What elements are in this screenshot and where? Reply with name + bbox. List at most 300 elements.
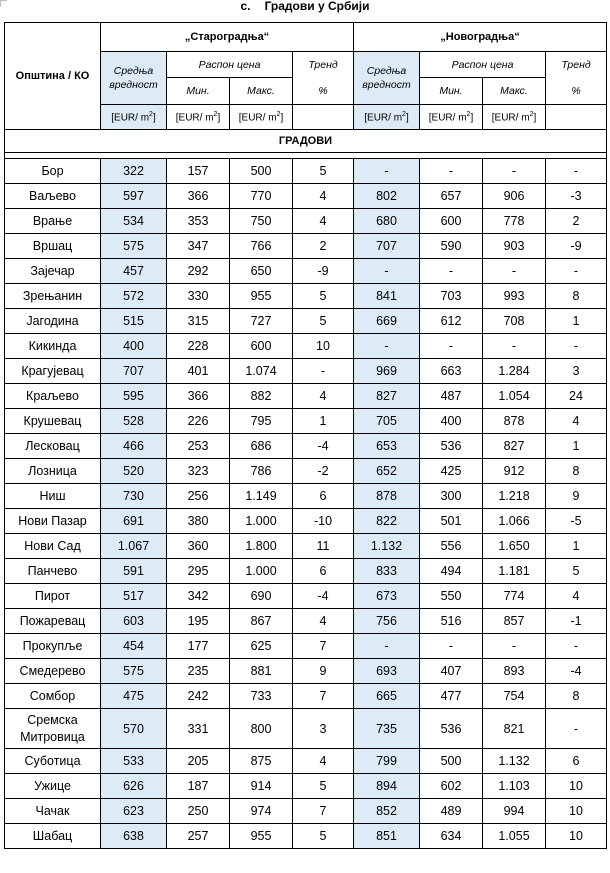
table-row xyxy=(5,709,607,749)
old-min-cell: 256 xyxy=(167,484,230,509)
old-min-cell: 315 xyxy=(167,309,230,334)
new-max-cell: 857 xyxy=(483,609,546,634)
unit-label: [EUR/ $m^2$] xyxy=(101,105,167,130)
old-trend-cell: 5 xyxy=(293,284,354,309)
old-avg-cell: 517 xyxy=(101,584,167,609)
table-row xyxy=(5,259,607,284)
old-avg-header-line1: Средња xyxy=(113,65,154,77)
new-min-cell: 663 xyxy=(420,359,483,384)
new-min-cell: 703 xyxy=(420,284,483,309)
new-min-cell: - xyxy=(420,634,483,659)
new-min-cell: - xyxy=(420,259,483,284)
old-trend-cell: 4 xyxy=(293,749,354,774)
old-avg-header xyxy=(101,52,167,105)
old-trend-cell: 4 xyxy=(293,609,354,634)
new-max-cell: 1.055 xyxy=(483,824,546,849)
old-avg-cell: 533 xyxy=(101,749,167,774)
city-name-cell: Сомбор xyxy=(5,684,101,709)
old-min-cell: 205 xyxy=(167,749,230,774)
old-max-cell: 786 xyxy=(230,459,293,484)
old-trend-header xyxy=(293,52,354,105)
old-avg-cell: 595 xyxy=(101,384,167,409)
old-construction-header: „Староградња“ xyxy=(101,23,354,52)
new-avg-header-line2: вредност xyxy=(362,79,411,91)
new-avg-cell: 673 xyxy=(354,584,420,609)
new-max-cell: 906 xyxy=(483,184,546,209)
city-name-cell: Бор xyxy=(5,159,101,184)
old-avg-cell: 691 xyxy=(101,509,167,534)
new-trend-cell: 1 xyxy=(546,534,607,559)
new-trend-cell: -3 xyxy=(546,184,607,209)
old-max-cell: 770 xyxy=(230,184,293,209)
new-trend-cell: - xyxy=(546,259,607,284)
table-row xyxy=(5,334,607,359)
new-avg-cell: 680 xyxy=(354,209,420,234)
old-avg-cell: 603 xyxy=(101,609,167,634)
old-min-cell: 195 xyxy=(167,609,230,634)
city-name-cell: Ваљево xyxy=(5,184,101,209)
old-max-cell: 800 xyxy=(230,709,293,749)
old-max-cell: 875 xyxy=(230,749,293,774)
new-max-cell: 893 xyxy=(483,659,546,684)
old-max-cell: 625 xyxy=(230,634,293,659)
new-max-cell: 754 xyxy=(483,684,546,709)
old-trend-cell: 5 xyxy=(293,774,354,799)
municipality-header: Општина / КО xyxy=(5,23,101,130)
new-min-cell: 612 xyxy=(420,309,483,334)
new-trend-cell: -1 xyxy=(546,609,607,634)
new-avg-cell: - xyxy=(354,259,420,284)
old-trend-cell: 4 xyxy=(293,209,354,234)
old-range-header: Распон цена xyxy=(167,52,293,78)
old-trend-cell: - xyxy=(293,359,354,384)
old-avg-cell: 638 xyxy=(101,824,167,849)
old-max-cell: 955 xyxy=(230,824,293,849)
old-avg-cell: 623 xyxy=(101,799,167,824)
new-trend-cell: 10 xyxy=(546,824,607,849)
new-trend-cell: - xyxy=(546,634,607,659)
city-name-cell: Лозница xyxy=(5,459,101,484)
new-avg-cell: - xyxy=(354,634,420,659)
new-min-cell: 425 xyxy=(420,459,483,484)
old-trend-cell: 7 xyxy=(293,799,354,824)
table-row xyxy=(5,434,607,459)
old-min-cell: 347 xyxy=(167,234,230,259)
new-avg-cell: 705 xyxy=(354,409,420,434)
new-max-cell: - xyxy=(483,259,546,284)
old-avg-header-line2: вредност xyxy=(109,79,158,91)
new-min-header: Мин. xyxy=(420,78,483,105)
table-row xyxy=(5,824,607,849)
old-trend-label: Тренд xyxy=(308,59,338,71)
old-avg-cell: 1.067 xyxy=(101,534,167,559)
new-max-cell: 778 xyxy=(483,209,546,234)
new-max-cell: 1.181 xyxy=(483,559,546,584)
old-trend-cell: 6 xyxy=(293,484,354,509)
old-avg-cell: 575 xyxy=(101,659,167,684)
unit-label: [EUR/ $m^2$] xyxy=(167,105,230,130)
unit-label: [EUR/ $m^2$] xyxy=(354,105,420,130)
new-min-cell: 550 xyxy=(420,584,483,609)
old-max-cell: 882 xyxy=(230,384,293,409)
section-title: Градови у Србији xyxy=(264,0,370,13)
new-max-cell: 1.218 xyxy=(483,484,546,509)
city-name-cell: Нови Пазар xyxy=(5,509,101,534)
new-trend-cell: 10 xyxy=(546,799,607,824)
city-name-cell: Краљево xyxy=(5,384,101,409)
city-name-cell: Чачак xyxy=(5,799,101,824)
new-trend-cell: 8 xyxy=(546,284,607,309)
old-min-cell: 226 xyxy=(167,409,230,434)
old-min-cell: 401 xyxy=(167,359,230,384)
new-max-cell: 912 xyxy=(483,459,546,484)
old-max-cell: 955 xyxy=(230,284,293,309)
city-name-cell: Смедерево xyxy=(5,659,101,684)
new-min-cell: - xyxy=(420,334,483,359)
city-name-cell: Крушевац xyxy=(5,409,101,434)
section-number: c. xyxy=(240,0,251,13)
new-avg-cell: 827 xyxy=(354,384,420,409)
old-max-cell: 914 xyxy=(230,774,293,799)
city-name-cell: Ниш xyxy=(5,484,101,509)
city-name-cell: Нови Сад xyxy=(5,534,101,559)
old-trend-cell: -4 xyxy=(293,434,354,459)
new-avg-cell: 969 xyxy=(354,359,420,384)
table-row xyxy=(5,799,607,824)
new-trend-cell: 4 xyxy=(546,584,607,609)
old-trend-cell: 6 xyxy=(293,559,354,584)
new-max-cell: - xyxy=(483,159,546,184)
table-row xyxy=(5,159,607,184)
old-min-cell: 360 xyxy=(167,534,230,559)
price-table xyxy=(4,22,607,849)
table-row xyxy=(5,184,607,209)
old-max-cell: 500 xyxy=(230,159,293,184)
new-min-cell: 400 xyxy=(420,409,483,434)
unit-label-empty xyxy=(546,105,607,130)
new-avg-cell: 653 xyxy=(354,434,420,459)
city-name-cell: Прокупље xyxy=(5,634,101,659)
new-min-cell: 516 xyxy=(420,609,483,634)
old-max-cell: 881 xyxy=(230,659,293,684)
city-name-cell: Лесковац xyxy=(5,434,101,459)
new-avg-cell: 851 xyxy=(354,824,420,849)
new-trend-cell: 9 xyxy=(546,484,607,509)
city-name-cell: Сремска Митровица xyxy=(5,709,101,749)
old-trend-cell: -10 xyxy=(293,509,354,534)
city-name-cell: Шабац xyxy=(5,824,101,849)
new-min-cell: 501 xyxy=(420,509,483,534)
old-avg-cell: 575 xyxy=(101,234,167,259)
old-max-cell: 686 xyxy=(230,434,293,459)
table-row xyxy=(5,584,607,609)
old-max-cell: 795 xyxy=(230,409,293,434)
new-trend-cell: 2 xyxy=(546,209,607,234)
unit-label-empty xyxy=(293,105,354,130)
old-avg-cell: 457 xyxy=(101,259,167,284)
city-name-cell: Зајечар xyxy=(5,259,101,284)
new-trend-cell: - xyxy=(546,334,607,359)
old-max-header: Макс. xyxy=(230,78,293,105)
old-min-cell: 228 xyxy=(167,334,230,359)
table-row xyxy=(5,409,607,434)
new-max-cell: 1.103 xyxy=(483,774,546,799)
new-min-cell: 536 xyxy=(420,709,483,749)
new-avg-header xyxy=(354,52,420,105)
new-max-cell: 1.284 xyxy=(483,359,546,384)
old-min-cell: 187 xyxy=(167,774,230,799)
city-name-cell: Ужице xyxy=(5,774,101,799)
old-avg-cell: 520 xyxy=(101,459,167,484)
old-min-cell: 292 xyxy=(167,259,230,284)
old-trend-cell: 3 xyxy=(293,709,354,749)
new-trend-cell: 4 xyxy=(546,409,607,434)
table-row xyxy=(5,284,607,309)
new-avg-cell: - xyxy=(354,159,420,184)
new-max-cell: 774 xyxy=(483,584,546,609)
old-max-cell: 1.000 xyxy=(230,509,293,534)
new-min-cell: 657 xyxy=(420,184,483,209)
table-row xyxy=(5,774,607,799)
new-avg-cell: 841 xyxy=(354,284,420,309)
new-max-cell: 994 xyxy=(483,799,546,824)
old-trend-cell: 7 xyxy=(293,634,354,659)
new-trend-cell: -4 xyxy=(546,659,607,684)
old-trend-cell: 5 xyxy=(293,159,354,184)
new-trend-unit: % xyxy=(571,85,581,97)
old-avg-cell: 591 xyxy=(101,559,167,584)
new-avg-cell: 799 xyxy=(354,749,420,774)
old-min-cell: 380 xyxy=(167,509,230,534)
new-trend-cell: - xyxy=(546,159,607,184)
old-min-cell: 366 xyxy=(167,184,230,209)
new-avg-cell: 665 xyxy=(354,684,420,709)
old-min-cell: 366 xyxy=(167,384,230,409)
new-avg-cell: 707 xyxy=(354,234,420,259)
old-min-cell: 253 xyxy=(167,434,230,459)
old-avg-cell: 730 xyxy=(101,484,167,509)
new-avg-cell: 1.132 xyxy=(354,534,420,559)
new-max-cell: 903 xyxy=(483,234,546,259)
old-avg-cell: 322 xyxy=(101,159,167,184)
old-avg-cell: 475 xyxy=(101,684,167,709)
new-min-cell: 500 xyxy=(420,749,483,774)
new-avg-cell: 878 xyxy=(354,484,420,509)
old-max-cell: 727 xyxy=(230,309,293,334)
table-row xyxy=(5,749,607,774)
old-avg-cell: 400 xyxy=(101,334,167,359)
old-min-cell: 342 xyxy=(167,584,230,609)
old-trend-cell: 1 xyxy=(293,409,354,434)
old-avg-cell: 454 xyxy=(101,634,167,659)
new-trend-header xyxy=(546,52,607,105)
old-min-cell: 235 xyxy=(167,659,230,684)
old-min-cell: 157 xyxy=(167,159,230,184)
table-row xyxy=(5,309,607,334)
section-row-cities: ГРАДОВИ xyxy=(5,130,607,153)
new-avg-cell: 822 xyxy=(354,509,420,534)
old-trend-cell: 4 xyxy=(293,384,354,409)
new-min-cell: 494 xyxy=(420,559,483,584)
city-name-cell: Суботица xyxy=(5,749,101,774)
new-avg-cell: 802 xyxy=(354,184,420,209)
table-row xyxy=(5,534,607,559)
new-trend-cell: 24 xyxy=(546,384,607,409)
new-construction-header: „Новоградња“ xyxy=(354,23,607,52)
old-max-cell: 1.000 xyxy=(230,559,293,584)
new-min-cell: - xyxy=(420,159,483,184)
old-avg-cell: 528 xyxy=(101,409,167,434)
table-row xyxy=(5,209,607,234)
new-min-cell: 489 xyxy=(420,799,483,824)
old-trend-cell: 9 xyxy=(293,659,354,684)
unit-label: [EUR/ $m^2$] xyxy=(230,105,293,130)
old-trend-cell: 4 xyxy=(293,184,354,209)
section-heading xyxy=(0,0,610,14)
new-min-cell: 536 xyxy=(420,434,483,459)
old-trend-cell: 11 xyxy=(293,534,354,559)
old-max-cell: 867 xyxy=(230,609,293,634)
new-trend-cell: -9 xyxy=(546,234,607,259)
old-max-cell: 974 xyxy=(230,799,293,824)
new-avg-cell: 894 xyxy=(354,774,420,799)
new-max-cell: - xyxy=(483,334,546,359)
old-max-cell: 650 xyxy=(230,259,293,284)
city-name-cell: Панчево xyxy=(5,559,101,584)
new-max-cell: 1.132 xyxy=(483,749,546,774)
table-row xyxy=(5,484,607,509)
old-trend-cell: 5 xyxy=(293,824,354,849)
table-row xyxy=(5,359,607,384)
new-avg-cell: 693 xyxy=(354,659,420,684)
table-row xyxy=(5,659,607,684)
unit-label: [EUR/ $m^2$] xyxy=(483,105,546,130)
new-min-cell: 602 xyxy=(420,774,483,799)
new-max-cell: 1.650 xyxy=(483,534,546,559)
old-trend-cell: -9 xyxy=(293,259,354,284)
new-max-header: Макс. xyxy=(483,78,546,105)
new-min-cell: 477 xyxy=(420,684,483,709)
new-max-cell: 993 xyxy=(483,284,546,309)
table-row xyxy=(5,634,607,659)
old-min-header: Мин. xyxy=(167,78,230,105)
old-avg-cell: 707 xyxy=(101,359,167,384)
city-name-cell: Зрењанин xyxy=(5,284,101,309)
new-max-cell: 821 xyxy=(483,709,546,749)
new-max-cell: - xyxy=(483,634,546,659)
old-trend-unit: % xyxy=(318,85,328,97)
old-avg-cell: 572 xyxy=(101,284,167,309)
new-avg-cell: 735 xyxy=(354,709,420,749)
old-max-cell: 1.800 xyxy=(230,534,293,559)
old-min-cell: 177 xyxy=(167,634,230,659)
city-name-cell: Вршац xyxy=(5,234,101,259)
old-min-cell: 257 xyxy=(167,824,230,849)
new-max-cell: 708 xyxy=(483,309,546,334)
table-row xyxy=(5,234,607,259)
old-max-cell: 1.149 xyxy=(230,484,293,509)
old-avg-cell: 570 xyxy=(101,709,167,749)
old-max-cell: 750 xyxy=(230,209,293,234)
old-max-cell: 1.074 xyxy=(230,359,293,384)
city-name-cell: Пожаревац xyxy=(5,609,101,634)
city-name-cell: Јагодина xyxy=(5,309,101,334)
old-max-cell: 600 xyxy=(230,334,293,359)
unit-label: [EUR/ $m^2$] xyxy=(420,105,483,130)
new-min-cell: 600 xyxy=(420,209,483,234)
new-min-cell: 590 xyxy=(420,234,483,259)
new-avg-cell: 652 xyxy=(354,459,420,484)
new-trend-cell: 1 xyxy=(546,309,607,334)
old-avg-cell: 597 xyxy=(101,184,167,209)
table-row xyxy=(5,684,607,709)
old-max-cell: 733 xyxy=(230,684,293,709)
new-min-cell: 407 xyxy=(420,659,483,684)
new-trend-cell: 10 xyxy=(546,774,607,799)
new-max-cell: 1.054 xyxy=(483,384,546,409)
old-avg-cell: 466 xyxy=(101,434,167,459)
new-min-cell: 556 xyxy=(420,534,483,559)
new-trend-label: Тренд xyxy=(561,59,591,71)
new-avg-cell: 756 xyxy=(354,609,420,634)
table-row xyxy=(5,559,607,584)
old-min-cell: 242 xyxy=(167,684,230,709)
new-max-cell: 1.066 xyxy=(483,509,546,534)
old-trend-cell: 5 xyxy=(293,309,354,334)
table-row xyxy=(5,384,607,409)
old-min-cell: 250 xyxy=(167,799,230,824)
old-avg-cell: 515 xyxy=(101,309,167,334)
new-min-cell: 634 xyxy=(420,824,483,849)
new-avg-cell: 833 xyxy=(354,559,420,584)
table-row xyxy=(5,609,607,634)
new-avg-header-line1: Средња xyxy=(366,65,407,77)
city-name-cell: Врање xyxy=(5,209,101,234)
new-trend-cell: - xyxy=(546,709,607,749)
old-min-cell: 295 xyxy=(167,559,230,584)
city-name-cell: Кикинда xyxy=(5,334,101,359)
new-avg-cell: 852 xyxy=(354,799,420,824)
old-trend-cell: 2 xyxy=(293,234,354,259)
old-trend-cell: 10 xyxy=(293,334,354,359)
old-min-cell: 323 xyxy=(167,459,230,484)
old-min-cell: 331 xyxy=(167,709,230,749)
new-min-cell: 300 xyxy=(420,484,483,509)
new-trend-cell: 1 xyxy=(546,434,607,459)
city-name-cell: Пирот xyxy=(5,584,101,609)
new-range-header: Распон цена xyxy=(420,52,546,78)
new-max-cell: 827 xyxy=(483,434,546,459)
new-trend-cell: -5 xyxy=(546,509,607,534)
new-max-cell: 878 xyxy=(483,409,546,434)
old-avg-cell: 534 xyxy=(101,209,167,234)
new-trend-cell: 8 xyxy=(546,684,607,709)
new-trend-cell: 5 xyxy=(546,559,607,584)
new-avg-cell: 669 xyxy=(354,309,420,334)
new-trend-cell: 3 xyxy=(546,359,607,384)
new-min-cell: 487 xyxy=(420,384,483,409)
old-max-cell: 690 xyxy=(230,584,293,609)
table-row xyxy=(5,459,607,484)
new-trend-cell: 8 xyxy=(546,459,607,484)
old-avg-cell: 626 xyxy=(101,774,167,799)
old-max-cell: 766 xyxy=(230,234,293,259)
old-trend-cell: -4 xyxy=(293,584,354,609)
city-name-cell: Крагујевац xyxy=(5,359,101,384)
old-min-cell: 330 xyxy=(167,284,230,309)
old-trend-cell: -2 xyxy=(293,459,354,484)
old-min-cell: 353 xyxy=(167,209,230,234)
